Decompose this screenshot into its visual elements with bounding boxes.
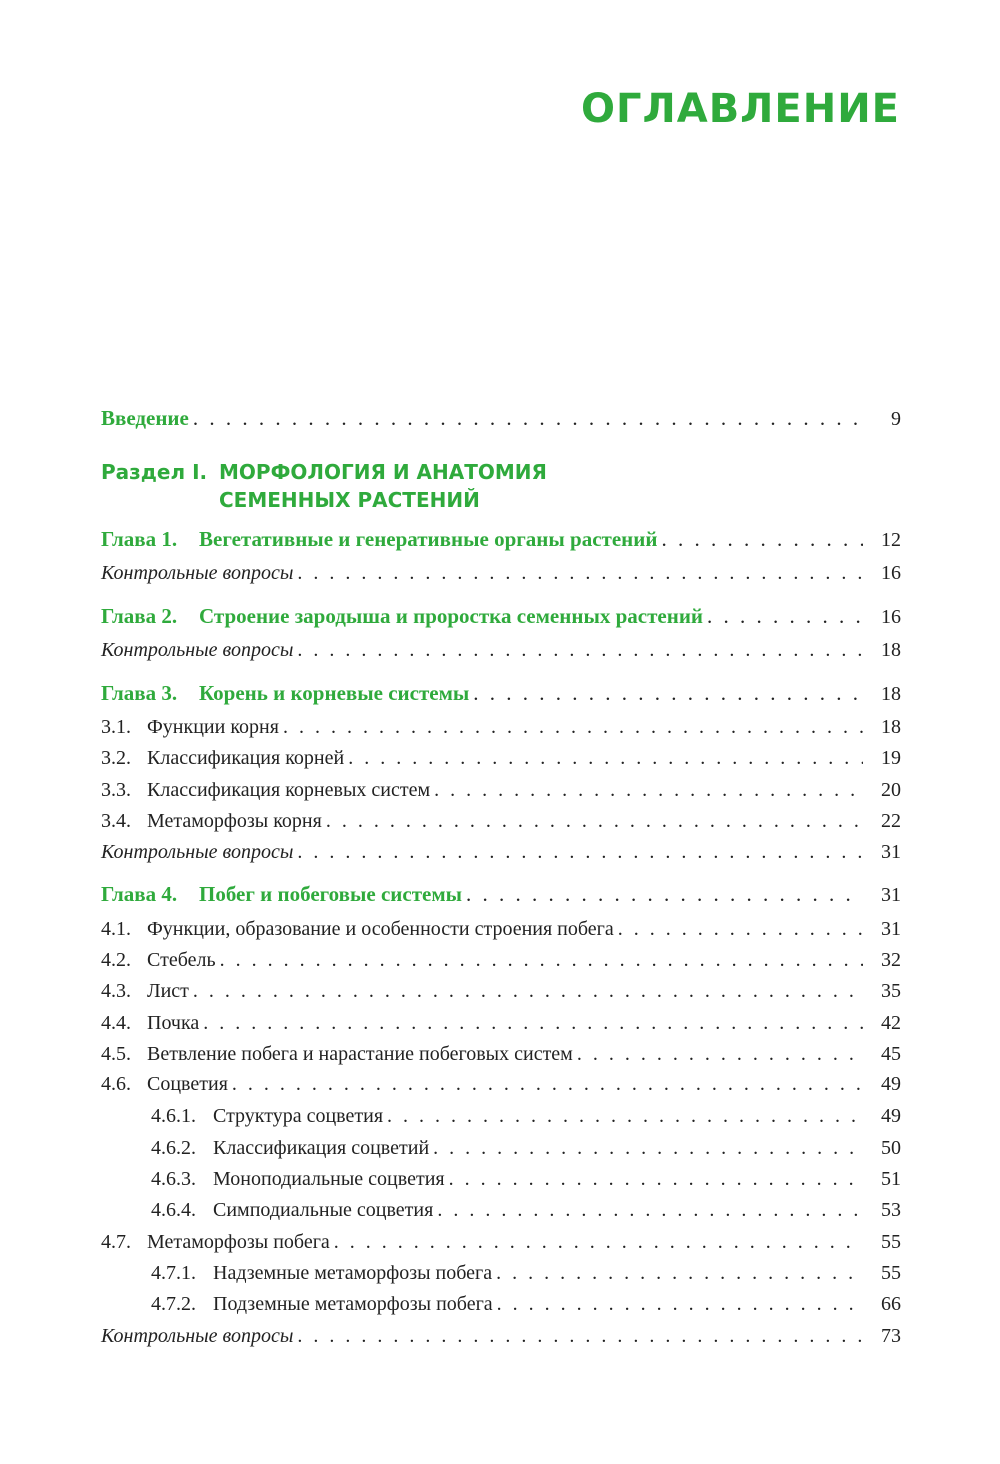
entry-number: 4.4.	[101, 1012, 131, 1034]
entry-label: Контрольные вопросы	[101, 639, 294, 661]
entry-number: 4.6.4.	[151, 1199, 196, 1221]
dot-leader	[203, 1012, 863, 1035]
entry-label: Побег и побеговые системы	[199, 882, 463, 906]
page-number: 16	[881, 606, 901, 628]
page-number: 19	[881, 747, 901, 769]
entry-label: Вегетативные и генеративные органы растений	[199, 527, 658, 551]
section-number: Раздел I.	[101, 460, 208, 484]
dot-leader	[496, 1262, 863, 1285]
dot-leader	[232, 1073, 863, 1096]
page-number: 18	[881, 683, 901, 705]
toc-entry-4-6-2[interactable]	[151, 1137, 901, 1167]
entry-number: 3.1.	[101, 716, 131, 738]
page-number: 35	[881, 980, 901, 1002]
page-number: 22	[881, 810, 901, 832]
page-number: 18	[881, 639, 901, 661]
toc-entry-4-1[interactable]	[101, 918, 901, 948]
page-number: 42	[881, 1012, 901, 1034]
page-number: 66	[881, 1293, 901, 1315]
dot-leader	[193, 980, 863, 1003]
dot-leader	[387, 1105, 863, 1128]
toc-entry-4-7-2[interactable]	[151, 1293, 901, 1323]
entry-label: Метаморфозы побега	[147, 1231, 330, 1253]
entry-label: Классификация соцветий	[213, 1137, 430, 1159]
dot-leader	[297, 639, 863, 662]
toc-entry-4-7[interactable]	[101, 1231, 901, 1261]
page-number: 31	[881, 884, 901, 906]
toc-entry-intro[interactable]	[101, 406, 901, 436]
toc-entry-3-2[interactable]	[101, 747, 901, 777]
entry-number: 4.7.	[101, 1231, 131, 1253]
entry-number: 4.6.3.	[151, 1168, 196, 1190]
toc-entry-questions[interactable]	[101, 639, 901, 669]
toc-entry-4-7-1[interactable]	[151, 1262, 901, 1292]
dot-leader	[661, 527, 863, 552]
entry-label: Ветвление побега и нарастание побеговых систем	[147, 1043, 573, 1065]
entry-label: Стебель	[147, 949, 216, 971]
page-title: ОГЛАВЛЕНИЕ	[581, 86, 900, 132]
entry-number: 3.2.	[101, 747, 131, 769]
entry-label: Введение	[101, 406, 189, 430]
entry-label: Подземные метаморфозы побега	[213, 1293, 493, 1315]
entry-label: Соцветия	[147, 1073, 228, 1095]
page-number: 32	[881, 949, 901, 971]
dot-leader	[434, 779, 863, 802]
entry-number: 4.6.2.	[151, 1137, 196, 1159]
toc-entry-3-4[interactable]	[101, 810, 901, 840]
entry-label: Контрольные вопросы	[101, 841, 294, 863]
entry-number: 4.7.1.	[151, 1262, 196, 1284]
page-number: 50	[881, 1137, 901, 1159]
toc-entry-4-6[interactable]	[101, 1073, 901, 1103]
entry-number: 4.6.	[101, 1073, 131, 1095]
entry-label: Классификация корневых систем	[147, 779, 431, 801]
page-number: 55	[881, 1231, 901, 1253]
toc-entry-3-3[interactable]	[101, 779, 901, 809]
entry-label: Лист	[147, 980, 189, 1002]
entry-label: Классификация корней	[147, 747, 345, 769]
toc-entry-4-6-4[interactable]	[151, 1199, 901, 1229]
dot-leader	[497, 1293, 863, 1316]
dot-leader	[193, 406, 863, 431]
toc-entry-4-4[interactable]	[101, 1012, 901, 1042]
entry-number: 4.7.2.	[151, 1293, 196, 1315]
dot-leader	[466, 882, 863, 907]
entry-number: 4.1.	[101, 918, 131, 940]
page-number: 51	[881, 1168, 901, 1190]
dot-leader	[326, 810, 863, 833]
dot-leader	[449, 1168, 863, 1191]
toc-entry-chapter-2[interactable]	[101, 604, 901, 634]
entry-label: Метаморфозы корня	[147, 810, 322, 832]
toc-entry-questions[interactable]	[101, 1325, 901, 1355]
chapter-number: Глава 3.	[101, 681, 178, 705]
dot-leader	[433, 1137, 863, 1160]
page-number: 31	[881, 918, 901, 940]
entry-number: 4.6.1.	[151, 1105, 196, 1127]
entry-label: Строение зародыша и проростка семенных растений	[199, 604, 704, 628]
page-number: 53	[881, 1199, 901, 1221]
toc-entry-4-6-1[interactable]	[151, 1105, 901, 1135]
entry-number: 3.3.	[101, 779, 131, 801]
toc-entry-4-3[interactable]	[101, 980, 901, 1010]
entry-label: Структура соцветия	[213, 1105, 384, 1127]
entry-label: Моноподиальные соцветия	[213, 1168, 445, 1190]
entry-label: Контрольные вопросы	[101, 562, 294, 584]
section-title-line2: СЕМЕННЫХ РАСТЕНИЙ	[219, 488, 480, 512]
toc-entry-4-2[interactable]	[101, 949, 901, 979]
entry-label: Почка	[147, 1012, 200, 1034]
dot-leader	[577, 1043, 863, 1066]
dot-leader	[283, 716, 863, 739]
toc-entry-chapter-3[interactable]	[101, 681, 901, 711]
entry-number: 3.4.	[101, 810, 131, 832]
entry-label: Корень и корневые системы	[199, 681, 470, 705]
toc-entry-4-5[interactable]	[101, 1043, 901, 1073]
dot-leader	[220, 949, 863, 972]
page-number: 31	[881, 841, 901, 863]
dot-leader	[473, 681, 863, 706]
toc-entry-chapter-4[interactable]	[101, 882, 901, 912]
page-number: 16	[881, 562, 901, 584]
dot-leader	[707, 604, 863, 629]
toc-entry-3-1[interactable]	[101, 716, 901, 746]
dot-leader	[297, 562, 863, 585]
toc-entry-questions[interactable]	[101, 562, 901, 592]
page-number: 18	[881, 716, 901, 738]
toc-entry-4-6-3[interactable]	[151, 1168, 901, 1198]
dot-leader	[297, 1325, 863, 1348]
page-number: 12	[881, 529, 901, 551]
entry-label: Симподиальные соцветия	[213, 1199, 434, 1221]
section-title-line1: МОРФОЛОГИЯ И АНАТОМИЯ	[219, 460, 547, 484]
entry-number: 4.2.	[101, 949, 131, 971]
dot-leader	[437, 1199, 863, 1222]
dot-leader	[618, 918, 863, 941]
entry-label: Надземные метаморфозы побега	[213, 1262, 493, 1284]
page-number: 55	[881, 1262, 901, 1284]
entry-number: 4.5.	[101, 1043, 131, 1065]
entry-label: Функции корня	[147, 716, 279, 738]
toc-entry-questions[interactable]	[101, 841, 901, 871]
toc-entry-chapter-1[interactable]	[101, 527, 901, 557]
chapter-number: Глава 1.	[101, 527, 178, 551]
page-number: 49	[881, 1073, 901, 1095]
dot-leader	[297, 841, 863, 864]
entry-number: 4.3.	[101, 980, 131, 1002]
page-number: 45	[881, 1043, 901, 1065]
page-number: 9	[891, 408, 901, 430]
dot-leader	[348, 747, 863, 770]
dot-leader	[334, 1231, 863, 1254]
entry-label: Контрольные вопросы	[101, 1325, 294, 1347]
chapter-number: Глава 4.	[101, 882, 178, 906]
section-heading	[101, 458, 547, 514]
page-number: 20	[881, 779, 901, 801]
chapter-number: Глава 2.	[101, 604, 178, 628]
page-number: 73	[881, 1325, 901, 1347]
page-number: 49	[881, 1105, 901, 1127]
entry-label: Функции, образование и особенности строения побега	[147, 918, 614, 940]
